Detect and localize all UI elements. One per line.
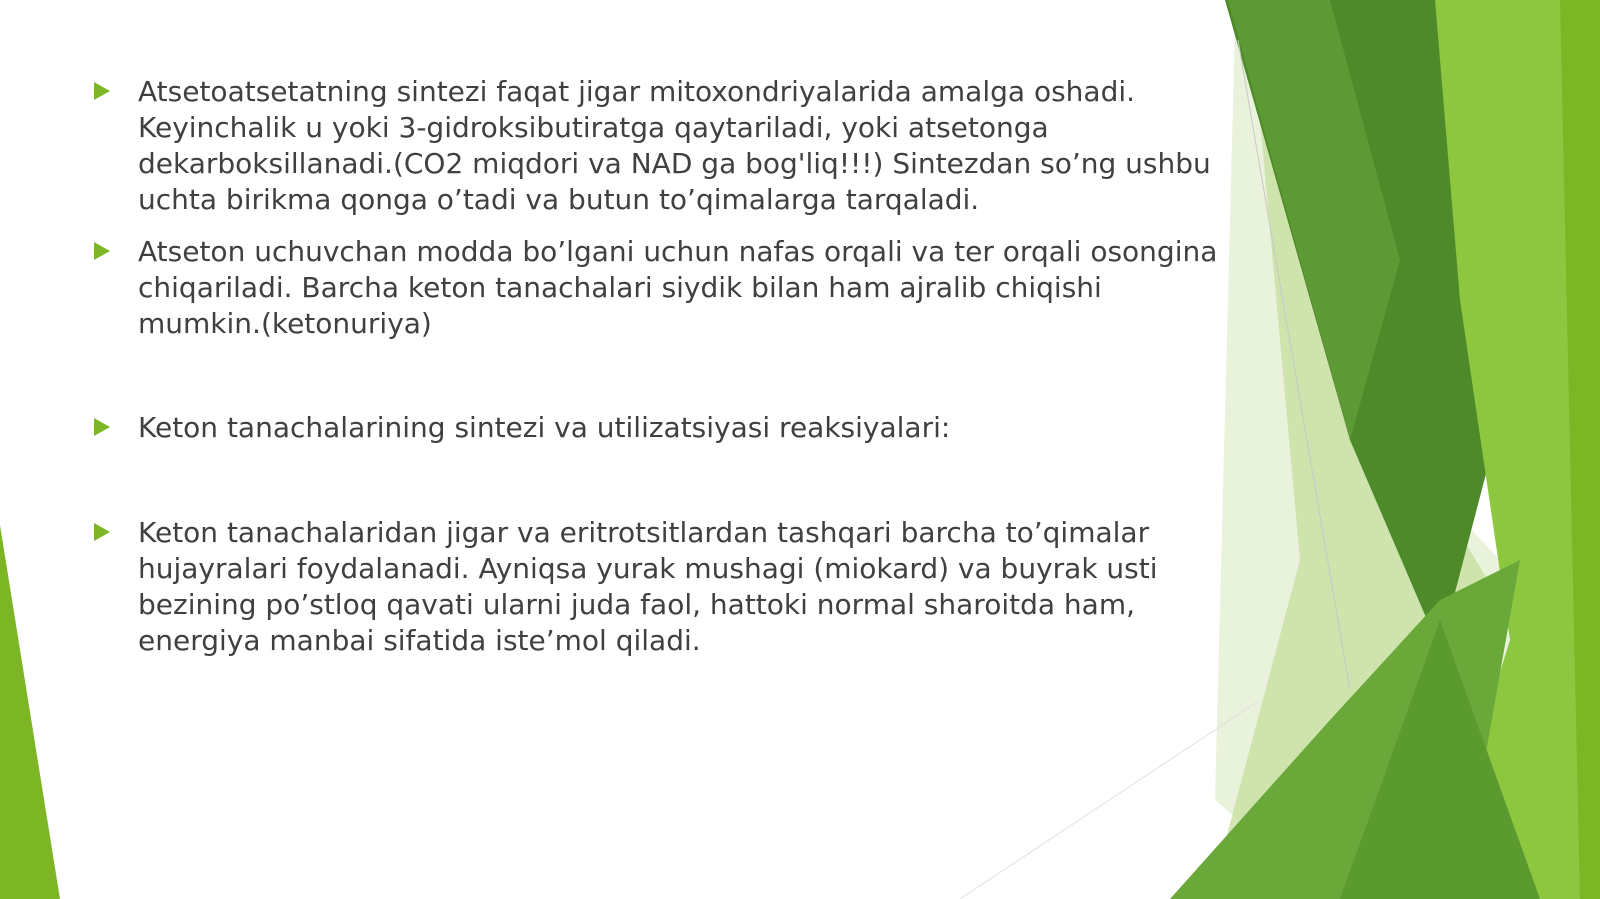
bullet-text: Keton tanachalaridan jigar va eritrotsitlardan tashqari barcha to’qimalar hujayralari foydalanadi. Ayniqsa yurak mushagi (miokard) va buyrak usti bezining po’stloq qavati ularni juda faol, hattoki normal sharoitda ham, energiya manbai sifatida iste’mol qiladi. [138,516,1158,657]
triangle-bullet-icon [94,242,110,260]
bullet-text: Atsetoatsetatning sintezi faqat jigar mitoxondriyalarida amalga oshadi. Keyinchalik u yoki 3-gidroksibutiratga qaytariladi, yoki atsetonga dekarboksillanadi.(CO2 miqdori va NAD ga bog'liq!!!) Sintezdan so’ng ushbu uchta birikma qonga o’tadi va butun to’qimalarga tarqaladi. [138,75,1211,216]
bullet-item [92,74,1222,218]
bullet-item [92,515,1222,659]
bullet-item [92,410,1222,446]
bullet-text: Atseton uchuvchan modda bo’lgani uchun nafas orqali va ter orqali osongina chiqariladi. Barcha keton tanachalari siydik bilan ham ajralib chiqishi mumkin.(ketonuriya) [138,235,1218,340]
bullet-list [92,74,1222,659]
bullet-item [92,234,1222,342]
triangle-bullet-icon [94,82,110,100]
bullet-text: Keton tanachalarining sintezi va utilizatsiyasi reaksiyalari: [138,411,951,444]
triangle-bullet-icon [94,418,110,436]
triangle-bullet-icon [94,523,110,541]
